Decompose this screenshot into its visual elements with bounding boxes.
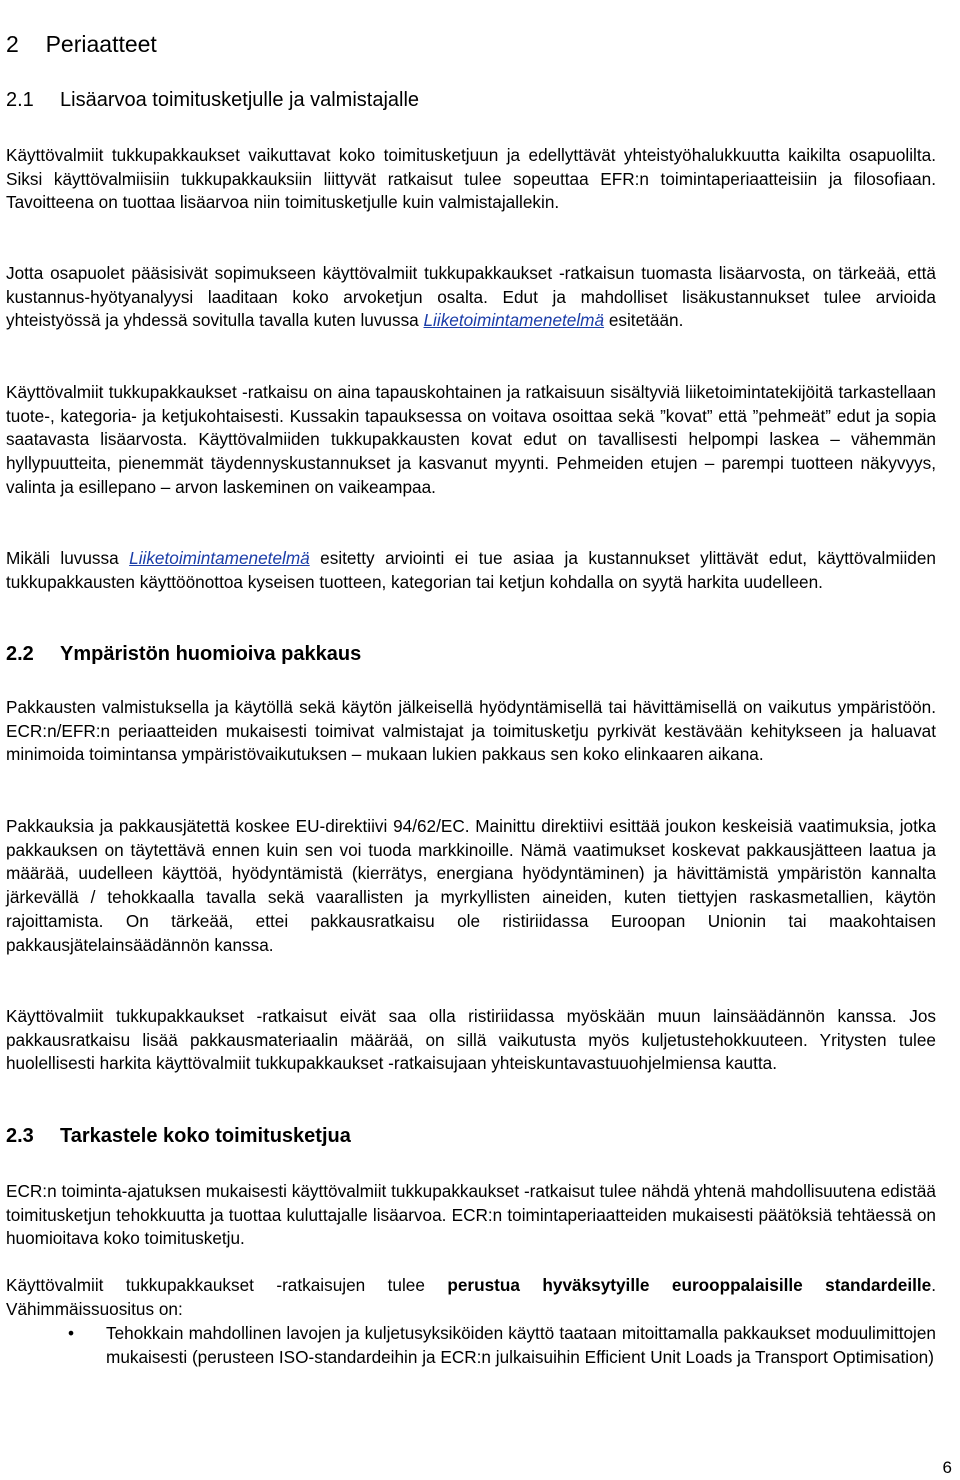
section-number: 2.2 xyxy=(6,643,34,665)
paragraph: ECR:n toiminta-ajatuksen mukaisesti käyttövalmiit tukkupakkaukset -ratkaisut tulee nähdä yhtenä mahdollisuutena edistää toimitusketjun tehokkuutta ja tuottaa kuluttajalle lisäarvoa. ECR:n toimintaperiaatteiden mukaisesti päätöksiä tehtäessä on huomioitava koko toimitusketju. xyxy=(6,1181,936,1249)
section-title: Ympäristön huomioiva pakkaus xyxy=(60,643,362,665)
paragraph: Pakkauksia ja pakkausjätettä koskee EU-direktiivi 94/62/EC. Mainittu direktiivi esittää joukon keskeisiä vaatimuksia, jotka pakkauksen on täytettävä ennen kuin sen voi tuoda markkinoille. Nämä vaatimukset koskevat pakkausjätteen laatua ja määrää, uudelleen käyttöä, hyödyntämistä (kierrätys, energiana hyödyntäminen) ja hävittämistä ympäristön kannalta järkevällä / tehokkaalla tavalla sekä vaarallisten ja myrkyllisten aineiden, kuten tiettyjen raskasmetallien, käytön rajoittamista. On tärkeää, ettei pakkausratkaisu ole ristiriidassa Euroopan Unionin tai maakohtaisen pakkausjätelainsäädännön kanssa. xyxy=(6,816,936,955)
paragraph xyxy=(6,262,936,333)
paragraph: Pakkausten valmistuksella ja käytöllä sekä käytön jälkeisellä hyödyntämisellä tai hävittämisellä on vaikutus ympäristöön. ECR:n/EFR:n periaatteiden mukaisesti toimivat valmistajat ja toimitusketju pyrkivät kestävään kehitykseen ja haluavat minimoida toimintansa ympäristövaikutuksen – mukaan lukien pakkaus sen koko elinkaaren aikana. xyxy=(6,697,936,765)
section-number: 2.3 xyxy=(6,1125,34,1147)
chapter-number: 2 xyxy=(6,31,19,57)
list-item-text: Tehokkain mahdollinen lavojen ja kuljetusyksiköiden käyttö taataan mitoittamalla pakkaukset moduulimittojen mukaisesti (perusteen ISO-standardeihin ja ECR:n julkaisuihin Efficient Unit Loads ja Transport Optimisation) xyxy=(106,1323,936,1367)
paragraph: Käyttövalmiit tukkupakkaukset -ratkaisu on aina tapauskohtainen ja ratkaisuun sisältyviä liiketoimintatekijöitä tarkastellaan tuote-, kategoria- ja ketjukohtaisesti. Kussakin tapauksessa on voitava osoittaa sekä ”kovat” että ”pehmeät” edut ja sopia saatavasta lisäarvosta. Käyttövalmiiden tukkupakkausten kovat edut on tavallisesti helpompi laskea – vähemmän hyllypuutteita, pienemmät täydennyskustannukset ja kasvanut myynti. Pehmeiden etujen – parempi tuotteen näkyvyys, valinta ja esillepano – arvon laskeminen on vaikeampaa. xyxy=(6,382,936,497)
paragraph-text: Jotta osapuolet pääsisivät sopimukseen käyttövalmiit tukkupakkaukset -ratkaisun tuomasta lisäarvosta, on tärkeää, että kustannus-hyötyanalyysi laaditaan koko arvoketjun osalta. Edut ja mahdolliset lisäkustannukset tulee arvioida yhteistyössä ja yhdessä sovitulla tavalla kuten luvussa xyxy=(6,263,936,331)
bullet-list xyxy=(6,1322,936,1369)
section-title: Tarkastele koko toimitusketjua xyxy=(60,1125,351,1147)
paragraph-text: . Vähimmäissuositus on: xyxy=(6,1275,936,1319)
section-title: Lisäarvoa toimitusketjulle ja valmistajalle xyxy=(60,89,420,111)
paragraph: Käyttövalmiit tukkupakkaukset vaikuttavat koko toimitusketjuun ja edellyttävät yhteistyöhalukkuutta kaikilta osapuolilta. Siksi käyttövalmiisiin tukkupakkauksiin liittyvät ratkaisut tulee sopeuttaa EFR:n toimintaperiaatteisiin ja filosofiaan. Tavoitteena on tuottaa lisäarvoa niin toimitusketjulle kuin valmistajallekin. xyxy=(6,145,936,213)
chapter-heading xyxy=(6,30,157,58)
list-item xyxy=(6,1322,936,1369)
paragraph: Käyttövalmiit tukkupakkaukset -ratkaisut eivät saa olla ristiriidassa myöskään muun lainsäädännön kanssa. Jos pakkausratkaisu lisää pakkausmateriaalin määrää, on sillä vaikutusta myös kuljetustehokkuuteen. Yritysten tulee huolellisesti harkita käyttövalmiit tukkupakkaukset -ratkaisujaan yhteiskuntavastuuohjelmiensa kautta. xyxy=(6,1006,936,1074)
business-method-link[interactable]: Liiketoimintamenetelmä xyxy=(129,548,310,568)
paragraph-text: esitetty arviointi ei tue asiaa ja kustannukset ylittävät edut, käyttövalmiiden tukkupakkausten käyttöönottoa kyseisen tuotteen, kategorian tai ketjun kohdalla on syytä harkita uudelleen. xyxy=(6,548,936,592)
paragraph-text: Mikäli luvussa xyxy=(6,548,130,568)
paragraph-text: Käyttövalmiit tukkupakkaukset -ratkaisujen tulee xyxy=(6,1275,448,1295)
paragraph xyxy=(6,547,936,594)
bullet-dot-icon: • xyxy=(68,1323,75,1343)
bold-text: perustua hyväksytyille eurooppalaisille standardeille xyxy=(447,1275,932,1295)
paragraph xyxy=(6,1274,936,1321)
section-heading-2-1 xyxy=(6,88,419,112)
section-heading-2-2 xyxy=(6,642,361,666)
section-heading-2-3 xyxy=(6,1124,351,1148)
chapter-title: Periaatteet xyxy=(45,31,157,57)
page-number: 6 xyxy=(942,1458,952,1477)
section-number: 2.1 xyxy=(6,89,34,111)
paragraph-text: esitetään. xyxy=(604,310,684,331)
business-method-link[interactable]: Liiketoimintamenetelmä xyxy=(423,310,605,331)
